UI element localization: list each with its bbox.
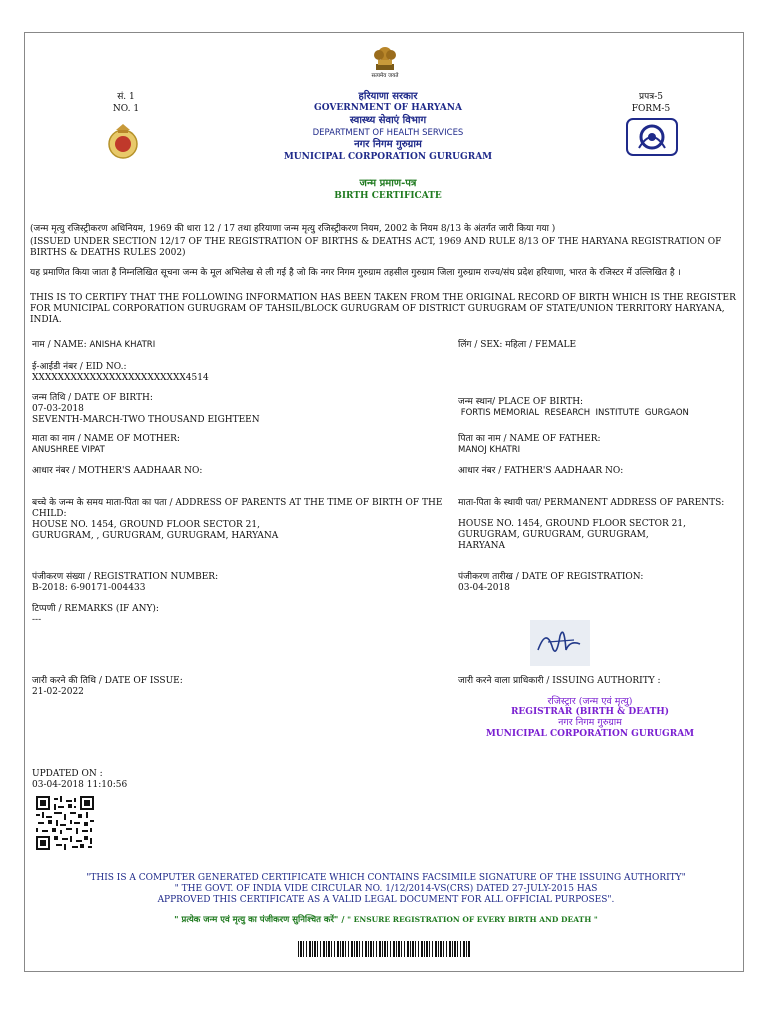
certify-hindi: यह प्रमाणित किया जाता है निम्नलिखित सूचना जन्म के मूल अभिलेख से ली गई है जो कि नगर निगम गुरुग्राम तहसील गुरुग्राम जिला गुरुग्राम राज्य/संघ प्रदेश हरियाणा, भारत के रजिस्टर में उल्लिखित है । — [30, 268, 681, 278]
certify-english: THIS IS TO CERTIFY THAT THE FOLLOWING INFORMATION HAS BEEN TAKEN FROM THE ORIGINAL RECORD OF BIRTH WHICH IS THE REGISTER FOR MUNICIPAL CORPORATION GURUGRAM OF TAHSIL/BLOCK GURUGRAM OF DISTRICT GURUGRAM OF STATE/UNION TERRITORY HARYANA, INDIA. — [30, 293, 736, 325]
haryana-seal-icon — [100, 120, 146, 160]
govt-english: GOVERNMENT OF HARYANA — [314, 103, 462, 113]
slogan-hindi: " प्रत्येक जन्म एवं मृत्यु का पंजीकरण सुनिश्चित करें" / — [174, 915, 345, 925]
cert-title-hindi: जन्म प्रमाण-पत्र — [359, 178, 417, 189]
registration-date-value: 03-04-2018 — [458, 583, 510, 593]
remarks-label: टिप्पणी / REMARKS (IF ANY): — [32, 604, 159, 614]
mother-aadhaar-field — [32, 466, 432, 477]
form-english: FORM-5 — [631, 104, 671, 114]
updated-value: 03-04-2018 11:10:56 — [32, 780, 128, 790]
remarks-field — [32, 604, 432, 626]
issue-date-label: जारी करने की तिथि / DATE OF ISSUE: — [32, 676, 183, 686]
father-field — [458, 434, 748, 456]
address-birth-line2: GURUGRAM, , GURUGRAM, GURUGRAM, HARYANA — [32, 531, 279, 541]
issuing-authority-label: जारी करने वाला प्राधिकारी / ISSUING AUTHORITY : — [458, 676, 661, 686]
name-value: ANISHA KHATRI — [89, 340, 156, 350]
mother-aadhaar-label: आधार नंबर / MOTHER'S AADHAAR NO: — [32, 466, 203, 476]
issuing-authority-field — [458, 676, 738, 687]
issue-date-field — [32, 676, 432, 698]
registrar-hindi: रजिस्ट्रार (जन्म एवं मृत्यु) — [547, 696, 633, 707]
eid-value: XXXXXXXXXXXXXXXXXXXXXXXX4514 — [32, 373, 209, 383]
qr-code-icon[interactable] — [36, 796, 94, 850]
father-value: MANOJ KHATRI — [458, 445, 521, 455]
dob-words: SEVENTH-MARCH-TWO THOUSAND EIGHTEEN — [32, 415, 260, 425]
registrar-corp-english: MUNICIPAL CORPORATION GURUGRAM — [485, 729, 695, 739]
eid-label: ई-आईडी नंबर / EID NO.: — [32, 362, 127, 372]
issued-under-english: (ISSUED UNDER SECTION 12/17 OF THE REGISTRATION OF BIRTHS & DEATHS ACT, 1969 AND RULE 8/13 OF THE HARYANA REGISTRATION OF BIRTHS & DEATHS RULES 2002) — [30, 237, 722, 258]
signature-image — [530, 620, 590, 666]
father-label: पिता का नाम / NAME OF FATHER: — [458, 434, 601, 444]
dob-field — [32, 393, 432, 426]
govt-hindi: हरियाणा सरकार — [358, 91, 418, 102]
form-hindi: प्रपत्र-5 — [639, 92, 663, 102]
address-birth-label: बच्चे के जन्म के समय माता-पिता का पता / ADDRESS OF PARENTS AT THE TIME OF BIRTH OF THE CHILD: — [32, 498, 443, 519]
mother-value: ANUSHREE VIPAT — [32, 445, 105, 455]
pob-label: जन्म स्थान/ PLACE OF BIRTH: — [458, 397, 584, 407]
address-birth-line1: HOUSE NO. 1454, GROUND FLOOR SECTOR 21, — [32, 520, 260, 530]
registration-number-label: पंजीकरण संख्या / REGISTRATION NUMBER: — [32, 572, 219, 582]
registrar-corp-hindi: नगर निगम गुरुग्राम — [558, 717, 622, 728]
sex-value: महिला / FEMALE — [505, 340, 577, 350]
address-permanent-line2: GURUGRAM, GURUGRAM, GURUGRAM, — [458, 530, 649, 540]
address-permanent-line3: HARYANA — [458, 541, 505, 551]
name-label: नाम / NAME: — [32, 340, 90, 350]
pob-field — [458, 397, 748, 419]
registration-number-field — [32, 572, 432, 594]
updated-field — [32, 769, 232, 791]
eid-field — [32, 362, 432, 384]
dept-hindi: स्वास्थ्य सेवाएं विभाग — [349, 115, 427, 126]
address-birth-field — [32, 498, 452, 542]
name-field — [32, 340, 432, 351]
address-permanent-line1: HOUSE NO. 1454, GROUND FLOOR SECTOR 21, — [458, 519, 686, 529]
issued-under-hindi: (जन्म मृत्यु रजिस्ट्रीकरण अधिनियम, 1969 की धारा 12 / 17 तथा हरियाणा जन्म मृत्यु रजिस्ट्रीकरण नियम, 2002 के नियम 8/13 के अंतर्गत जारी किया गया ) — [30, 224, 556, 234]
barcode-icon — [298, 941, 470, 957]
footer-note-3: APPROVED THIS CERTIFICATE AS A VALID LEGAL DOCUMENT FOR ALL OFFICIAL PURPOSES". — [157, 895, 615, 905]
slogan-english: " ENSURE REGISTRATION OF EVERY BIRTH AND DEATH " — [347, 915, 598, 924]
registration-date-label: पंजीकरण तारीख / DATE OF REGISTRATION: — [458, 572, 644, 582]
pob-value: FORTIS MEMORIAL RESEARCH INSTITUTE GURGAON — [458, 408, 689, 418]
mother-label: माता का नाम / NAME OF MOTHER: — [32, 434, 180, 444]
registration-date-field — [458, 572, 738, 594]
no-hindi: सं. 1 — [117, 92, 135, 102]
father-aadhaar-label: आधार नंबर / FATHER'S AADHAAR NO: — [458, 466, 624, 476]
footer-note-1: "THIS IS A COMPUTER GENERATED CERTIFICATE WHICH CONTAINS FACSIMILE SIGNATURE OF THE ISSUING AUTHORITY" — [86, 873, 686, 883]
father-aadhaar-field — [458, 466, 748, 477]
dept-english: DEPARTMENT OF HEALTH SERVICES — [312, 128, 464, 138]
cert-title-english: BIRTH CERTIFICATE — [334, 191, 442, 201]
remarks-value: --- — [32, 615, 42, 625]
no-english: NO. 1 — [112, 104, 140, 114]
registrar-english: REGISTRAR (BIRTH & DEATH) — [510, 707, 670, 717]
updated-label: UPDATED ON : — [32, 769, 103, 779]
issue-date-value: 21-02-2022 — [32, 687, 84, 697]
footer-note-2: " THE GOVT. OF INDIA VIDE CIRCULAR NO. 1/12/2014-VS(CRS) DATED 27-JULY-2015 HAS — [174, 884, 598, 894]
footer-slogan — [30, 914, 742, 926]
crs-logo-icon — [626, 118, 678, 156]
national-emblem-icon — [370, 42, 400, 76]
dob-value: 07-03-2018 — [32, 404, 84, 414]
registration-number-value: B-2018: 6-90171-004433 — [32, 583, 146, 593]
sex-field — [458, 340, 738, 351]
mother-field — [32, 434, 432, 456]
corp-hindi: नगर निगम गुरुग्राम — [354, 139, 422, 150]
emblem-motto: सत्यमेव जयते — [371, 73, 399, 79]
corp-english: MUNICIPAL CORPORATION GURUGRAM — [283, 152, 493, 162]
address-permanent-label: माता-पिता के स्थायी पता/ PERMANENT ADDRESS OF PARENTS: — [458, 498, 725, 508]
dob-label: जन्म तिथि / DATE OF BIRTH: — [32, 393, 153, 403]
address-permanent-field — [458, 498, 738, 552]
sex-label: लिंग / SEX: — [458, 340, 506, 350]
